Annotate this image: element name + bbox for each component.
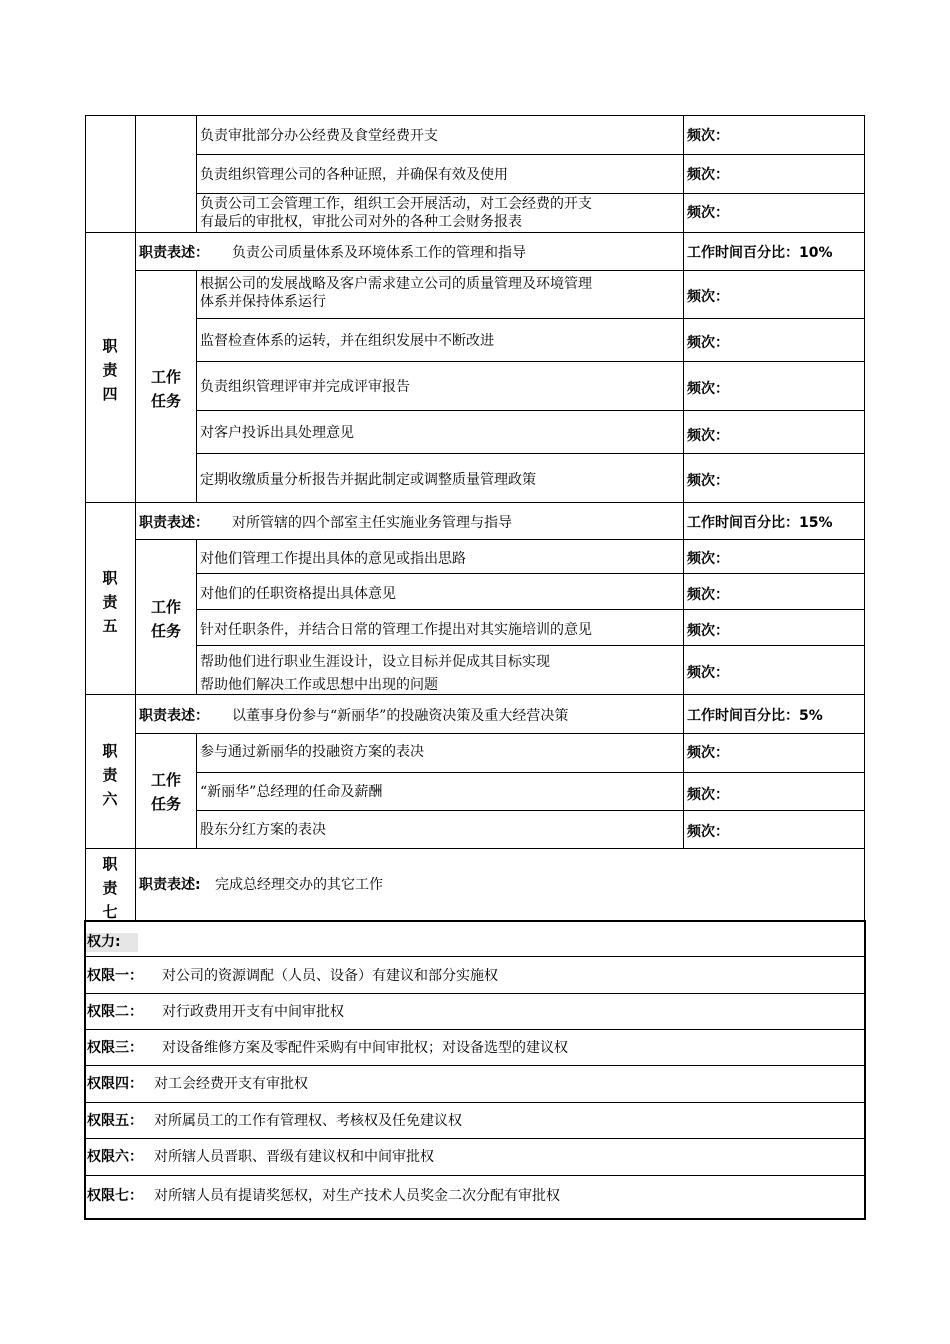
freq-label: 频次： [687,381,729,397]
power-item-label: 权限四： [87,1076,143,1092]
desc-label: 职责表述： [139,245,209,261]
freq-label: 频次： [687,665,729,681]
task-text: 帮助他们解决工作或思想中出现的问题 [200,677,438,693]
task-text: 定期收缴质量分析报告并据此制定或调整质量管理政策 [200,472,536,488]
freq-label: 频次： [687,745,729,761]
desc-label: 职责表述： [139,515,209,531]
power-item-text: 对工会经费开支有审批权 [154,1076,308,1092]
power-item-text: 对行政费用开支有中间审批权 [162,1004,344,1020]
freq-label: 频次： [687,473,729,489]
freq-label: 频次： [687,335,729,351]
task-text: 股东分红方案的表决 [200,822,326,838]
freq-label: 频次： [687,587,729,603]
freq-label: 频次： [687,824,729,840]
work-time-percent: 工作时间百分比：15% [687,515,833,531]
freq-label: 频次： [687,623,729,639]
freq-label: 频次： [687,787,729,803]
task-text: 负责组织管理评审并完成评审报告 [200,379,410,395]
task-text: 体系并保持体系运行 [200,294,326,310]
freq-label: 频次： [687,128,729,144]
task-text: 根据公司的发展战略及客户需求建立公司的质量管理及环境管理 [200,276,592,292]
work-task-label: 工作 任务 [150,368,181,410]
power-item-label: 权限五： [87,1113,143,1129]
task-text: 负责审批部分办公经费及食堂经费开支 [200,128,438,144]
task-text: 针对任职条件，并结合日常的管理工作提出对其实施培训的意见 [200,622,592,638]
freq-label: 频次： [687,551,729,567]
task-text: 负责公司工会管理工作，组织工会开展活动，对工会经费的开支 [200,196,592,212]
freq-label: 频次： [687,167,729,183]
power-item-label: 权限三： [87,1040,143,1056]
work-task-label: 工作 任务 [150,598,181,640]
desc-label: 职责表述: [139,877,201,893]
duty-label: 职 责 六 [102,742,118,808]
power-item-text: 对设备维修方案及零配件采购有中间审批权；对设备选型的建议权 [162,1040,568,1056]
task-text: 参与通过新丽华的投融资方案的表决 [200,744,424,760]
power-item-label: 权限七： [87,1188,143,1204]
freq-label: 频次： [687,289,729,305]
duty-label: 职 责 五 [102,569,118,635]
duty-label: 职 责 四 [102,337,118,403]
power-item-text: 对所属员工的工作有管理权、考核权及任免建议权 [154,1113,462,1129]
freq-label: 频次： [687,205,729,221]
duty-description: 负责公司质量体系及环境体系工作的管理和指导 [232,245,526,261]
duty-description: 以董事身份参与“新丽华”的投融资决策及重大经营决策 [232,708,569,724]
task-text: 监督检查体系的运转，并在组织发展中不断改进 [200,333,494,349]
power-item-text: 对公司的资源调配（人员、设备）有建议和部分实施权 [162,968,498,984]
duty-description: 完成总经理交办的其它工作 [215,877,383,893]
freq-label: 频次： [687,428,729,444]
work-time-percent: 工作时间百分比：5% [687,708,823,724]
task-text: 帮助他们进行职业生涯设计，设立目标并促成其目标实现 [200,654,550,670]
duty-label: 职 责 七 [102,855,118,921]
power-item-label: 权限一： [87,968,143,984]
task-text: 有最后的审批权，审批公司对外的各种工会财务报表 [200,214,522,230]
task-text: 对他们管理工作提出具体的意见或指出思路 [200,551,466,567]
power-item-label: 权限六： [87,1149,143,1165]
desc-label: 职责表述： [139,708,209,724]
task-text: 负责组织管理公司的各种证照，并确保有效及使用 [200,167,508,183]
power-item-text: 对所辖人员有提请奖惩权，对生产技术人员奖金二次分配有审批权 [154,1188,560,1204]
power-title: 权力: [87,934,121,950]
task-text: 对他们的任职资格提出具体意见 [200,586,396,602]
task-text: 对客户投诉出具处理意见 [200,425,354,441]
duty-description: 对所管辖的四个部室主任实施业务管理与指导 [232,515,512,531]
work-task-label: 工作 任务 [150,771,181,813]
work-time-percent: 工作时间百分比：10% [687,245,833,261]
power-item-text: 对所辖人员晋职、晋级有建议权和中间审批权 [154,1149,434,1165]
power-item-label: 权限二： [87,1004,143,1020]
task-text: “新丽华”总经理的任命及薪酬 [200,784,383,800]
